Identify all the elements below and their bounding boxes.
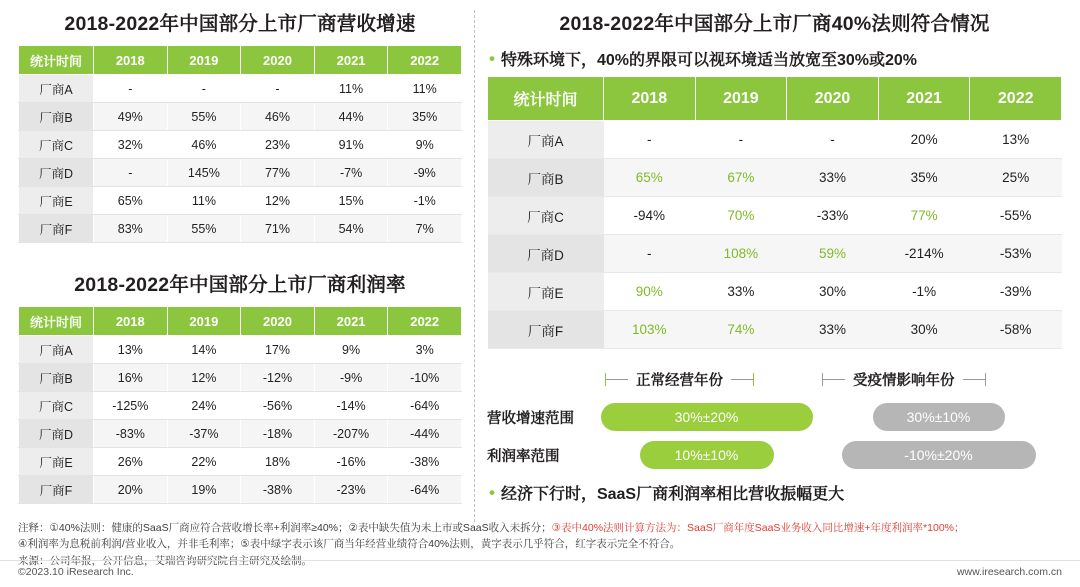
bracket-end-right: [985, 373, 986, 386]
table-row: [488, 311, 1062, 349]
column-header: 2022: [970, 77, 1062, 121]
column-divider: [474, 10, 475, 522]
table-row: [19, 187, 462, 215]
table-row: [19, 159, 462, 187]
table-cell: -: [241, 75, 315, 103]
vendor-name-cell: 厂商A: [488, 121, 604, 159]
table-cell: 19%: [167, 476, 241, 504]
bracket-row: [487, 363, 1062, 393]
right-column: [487, 8, 1062, 510]
normal-range-pill: 10%±10%: [640, 441, 774, 469]
table-cell: 26%: [94, 448, 168, 476]
table-cell: 20%: [94, 476, 168, 504]
epidemic-years-label: 受疫情影响年份: [853, 373, 955, 389]
table-row: [19, 448, 462, 476]
table-cell: 49%: [94, 103, 168, 131]
table-cell: -56%: [241, 392, 315, 420]
table-row: [19, 215, 462, 243]
vendor-name-cell: 厂商F: [488, 311, 604, 349]
footnote-1-prefix: 注释：①40%法则：健康的SaaS厂商应符合营收增长率+利润率≥40%；②表中缺失值为未上市或SaaS收入未拆分；: [18, 522, 552, 534]
table-cell: 厂商A: [19, 336, 94, 364]
table-cell: 65%: [604, 159, 696, 197]
vendor-name-cell: 厂商E: [488, 273, 604, 311]
bracket-line: [823, 379, 845, 380]
footnote-1-highlight: ③表中40%法则计算方法为：SaaS厂商年度SaaS业务收入同比增速+年度利润率*100%；: [551, 522, 965, 534]
table-cell: 90%: [604, 273, 696, 311]
table-cell: -207%: [314, 420, 388, 448]
table-cell: 厂商D: [19, 420, 94, 448]
column-header: 2018: [94, 46, 168, 75]
table-cell: -10%: [388, 364, 462, 392]
range-row: [487, 441, 1062, 469]
table-cell: 91%: [314, 131, 388, 159]
table-cell: -55%: [970, 197, 1062, 235]
table-cell: -39%: [970, 273, 1062, 311]
range-label: 利润率范围: [487, 448, 560, 465]
footnote-line-3: 来源：公司年报，公开信息，艾瑞咨询研究院自主研究及绘制。: [18, 554, 312, 567]
table-cell: -: [94, 159, 168, 187]
table-cell: -14%: [314, 392, 388, 420]
column-header: 2019: [695, 77, 787, 121]
table-row: [488, 121, 1062, 159]
table-cell: 33%: [787, 311, 879, 349]
table-header-row: [488, 77, 1062, 121]
table-cell: 65%: [94, 187, 168, 215]
table-cell: 33%: [695, 273, 787, 311]
table-cell: 厂商E: [19, 187, 94, 215]
table-cell: -83%: [94, 420, 168, 448]
table-cell: 12%: [167, 364, 241, 392]
table-cell: 厂商B: [19, 364, 94, 392]
vendor-name-cell: 厂商C: [488, 197, 604, 235]
table-cell: -: [94, 75, 168, 103]
table-cell: 35%: [878, 159, 970, 197]
table-cell: -12%: [241, 364, 315, 392]
table-cell: -94%: [604, 197, 696, 235]
table-cell: 14%: [167, 336, 241, 364]
range-rows: [487, 403, 1062, 469]
table-cell: 13%: [94, 336, 168, 364]
table-cell: 24%: [167, 392, 241, 420]
normal-years-bracket: [605, 369, 754, 390]
table-cell: -16%: [314, 448, 388, 476]
footnote-line-2: ④利润率为息税前利润/营业收入，并非毛利率；⑤表中绿字表示该厂商当年经营业绩符合40%法则，黄字表示几乎符合，红字表示完全不符合。: [18, 538, 681, 551]
table-cell: 11%: [167, 187, 241, 215]
column-header: 2018: [94, 307, 168, 336]
table-cell: 71%: [241, 215, 315, 243]
table-cell: 12%: [241, 187, 315, 215]
table-cell: -125%: [94, 392, 168, 420]
table-row: [19, 75, 462, 103]
table-cell: -: [167, 75, 241, 103]
table-cell: 16%: [94, 364, 168, 392]
table-cell: -37%: [167, 420, 241, 448]
table-cell: 33%: [787, 159, 879, 197]
column-header: 2020: [241, 307, 315, 336]
table-cell: 18%: [241, 448, 315, 476]
table-row: [19, 103, 462, 131]
rule40-top-bullet: [489, 47, 1062, 70]
range-row: [487, 403, 1062, 431]
rule40-bottom-bullet-text: 经济下行时，SaaS厂商利润率相比营收振幅更大: [500, 486, 845, 503]
rule40-title: 2018-2022年中国部分上市厂商40%法则符合情况: [559, 13, 990, 35]
normal-range-cell: [599, 403, 814, 431]
normal-range-cell: [599, 441, 814, 469]
table-header-row: [19, 307, 462, 336]
bullet-dot-icon: •: [489, 49, 495, 68]
table-cell: -38%: [388, 448, 462, 476]
table-cell: 83%: [94, 215, 168, 243]
left-column: [18, 8, 462, 504]
table-cell: 9%: [314, 336, 388, 364]
table-cell: -64%: [388, 476, 462, 504]
column-header: 2022: [388, 307, 462, 336]
table-cell: 11%: [314, 75, 388, 103]
normal-years-label: 正常经营年份: [636, 373, 723, 389]
bracket-line: [606, 379, 628, 380]
table-cell: 30%: [787, 273, 879, 311]
epidemic-range-pill: -10%±20%: [842, 441, 1036, 469]
column-header: 2020: [241, 46, 315, 75]
table-cell: -9%: [314, 364, 388, 392]
website-text: www.iresearch.com.cn: [956, 566, 1062, 578]
table-cell: 20%: [878, 121, 970, 159]
table-cell: 17%: [241, 336, 315, 364]
table-cell: 7%: [388, 215, 462, 243]
vendor-name-cell: 厂商B: [488, 159, 604, 197]
table-cell: 55%: [167, 103, 241, 131]
table-cell: 3%: [388, 336, 462, 364]
table-cell: 55%: [167, 215, 241, 243]
table-row: [19, 364, 462, 392]
table-cell: -38%: [241, 476, 315, 504]
column-header: 统计时间: [19, 307, 94, 336]
table-cell: 13%: [970, 121, 1062, 159]
table-cell: 77%: [241, 159, 315, 187]
table-cell: 25%: [970, 159, 1062, 197]
column-header: 统计时间: [19, 46, 94, 75]
table-cell: 70%: [695, 197, 787, 235]
rule40-table: [487, 76, 1062, 349]
column-header: 2019: [167, 46, 241, 75]
table-cell: -1%: [878, 273, 970, 311]
epidemic-range-pill: 30%±10%: [873, 403, 1005, 431]
table-cell: -: [695, 121, 787, 159]
column-header: 2021: [314, 307, 388, 336]
rule40-bottom-bullet: [489, 481, 1062, 504]
table-cell: 厂商D: [19, 159, 94, 187]
table-cell: -53%: [970, 235, 1062, 273]
bullet-dot-icon: •: [489, 483, 495, 502]
table-cell: 35%: [388, 103, 462, 131]
table-row: [19, 420, 462, 448]
column-header: 统计时间: [488, 77, 604, 121]
table-row: [488, 159, 1062, 197]
table-cell: -: [604, 121, 696, 159]
table-cell: 67%: [695, 159, 787, 197]
table-header-row: [19, 46, 462, 75]
profit-rate-table: [18, 306, 462, 504]
normal-range-pill: 30%±20%: [601, 403, 813, 431]
table-cell: -1%: [388, 187, 462, 215]
table-cell: -214%: [878, 235, 970, 273]
table-cell: 44%: [314, 103, 388, 131]
vendor-name-cell: 厂商D: [488, 235, 604, 273]
column-header: 2022: [388, 46, 462, 75]
table-cell: 23%: [241, 131, 315, 159]
table-cell: -: [604, 235, 696, 273]
table-cell: 22%: [167, 448, 241, 476]
table-cell: -18%: [241, 420, 315, 448]
table-cell: 厂商C: [19, 131, 94, 159]
table-row: [488, 235, 1062, 273]
table-cell: -7%: [314, 159, 388, 187]
table-cell: 46%: [241, 103, 315, 131]
column-header: 2021: [878, 77, 970, 121]
footnote-line-1: [18, 520, 1062, 536]
table-row: [19, 336, 462, 364]
table-cell: 30%: [878, 311, 970, 349]
table-row: [19, 392, 462, 420]
epidemic-years-bracket: [822, 369, 986, 390]
table-cell: 74%: [695, 311, 787, 349]
profit-rate-title: 2018-2022年中国部分上市厂商利润率: [74, 274, 406, 296]
revenue-growth-table: [18, 45, 462, 243]
spacer: [18, 243, 462, 269]
table-cell: -23%: [314, 476, 388, 504]
table-row: [488, 273, 1062, 311]
bracket-end-right: [753, 373, 754, 386]
table-cell: 11%: [388, 75, 462, 103]
column-header: 2018: [604, 77, 696, 121]
column-header: 2019: [167, 307, 241, 336]
table-cell: 32%: [94, 131, 168, 159]
page-footer: [0, 560, 1080, 587]
table-cell: -9%: [388, 159, 462, 187]
column-header: 2020: [787, 77, 879, 121]
table-cell: 厂商B: [19, 103, 94, 131]
table-cell: 厂商F: [19, 215, 94, 243]
table-cell: 厂商C: [19, 392, 94, 420]
table-cell: 15%: [314, 187, 388, 215]
table-cell: -58%: [970, 311, 1062, 349]
table-row: [19, 476, 462, 504]
table-row: [488, 197, 1062, 235]
table-cell: 103%: [604, 311, 696, 349]
range-label: 营收增速范围: [487, 410, 574, 427]
table-cell: 9%: [388, 131, 462, 159]
rule40-top-bullet-text: 特殊环境下，40%的界限可以视环境适当放宽至30%或20%: [500, 52, 918, 69]
copyright-text: ©2023.10 iResearch Inc.: [18, 566, 134, 578]
table-cell: 厂商E: [19, 448, 94, 476]
table-cell: 46%: [167, 131, 241, 159]
table-cell: 77%: [878, 197, 970, 235]
table-row: [19, 131, 462, 159]
table-cell: 145%: [167, 159, 241, 187]
table-cell: -44%: [388, 420, 462, 448]
table-cell: 厂商A: [19, 75, 94, 103]
table-cell: 59%: [787, 235, 879, 273]
table-cell: -33%: [787, 197, 879, 235]
table-cell: 54%: [314, 215, 388, 243]
epidemic-range-cell: [836, 403, 1041, 431]
bracket-line: [731, 379, 753, 380]
table-cell: 厂商F: [19, 476, 94, 504]
table-cell: 108%: [695, 235, 787, 273]
table-cell: -64%: [388, 392, 462, 420]
revenue-growth-title: 2018-2022年中国部分上市厂商营收增速: [64, 13, 416, 35]
bracket-line: [963, 379, 985, 380]
column-header: 2021: [314, 46, 388, 75]
epidemic-range-cell: [836, 441, 1041, 469]
table-cell: -: [787, 121, 879, 159]
